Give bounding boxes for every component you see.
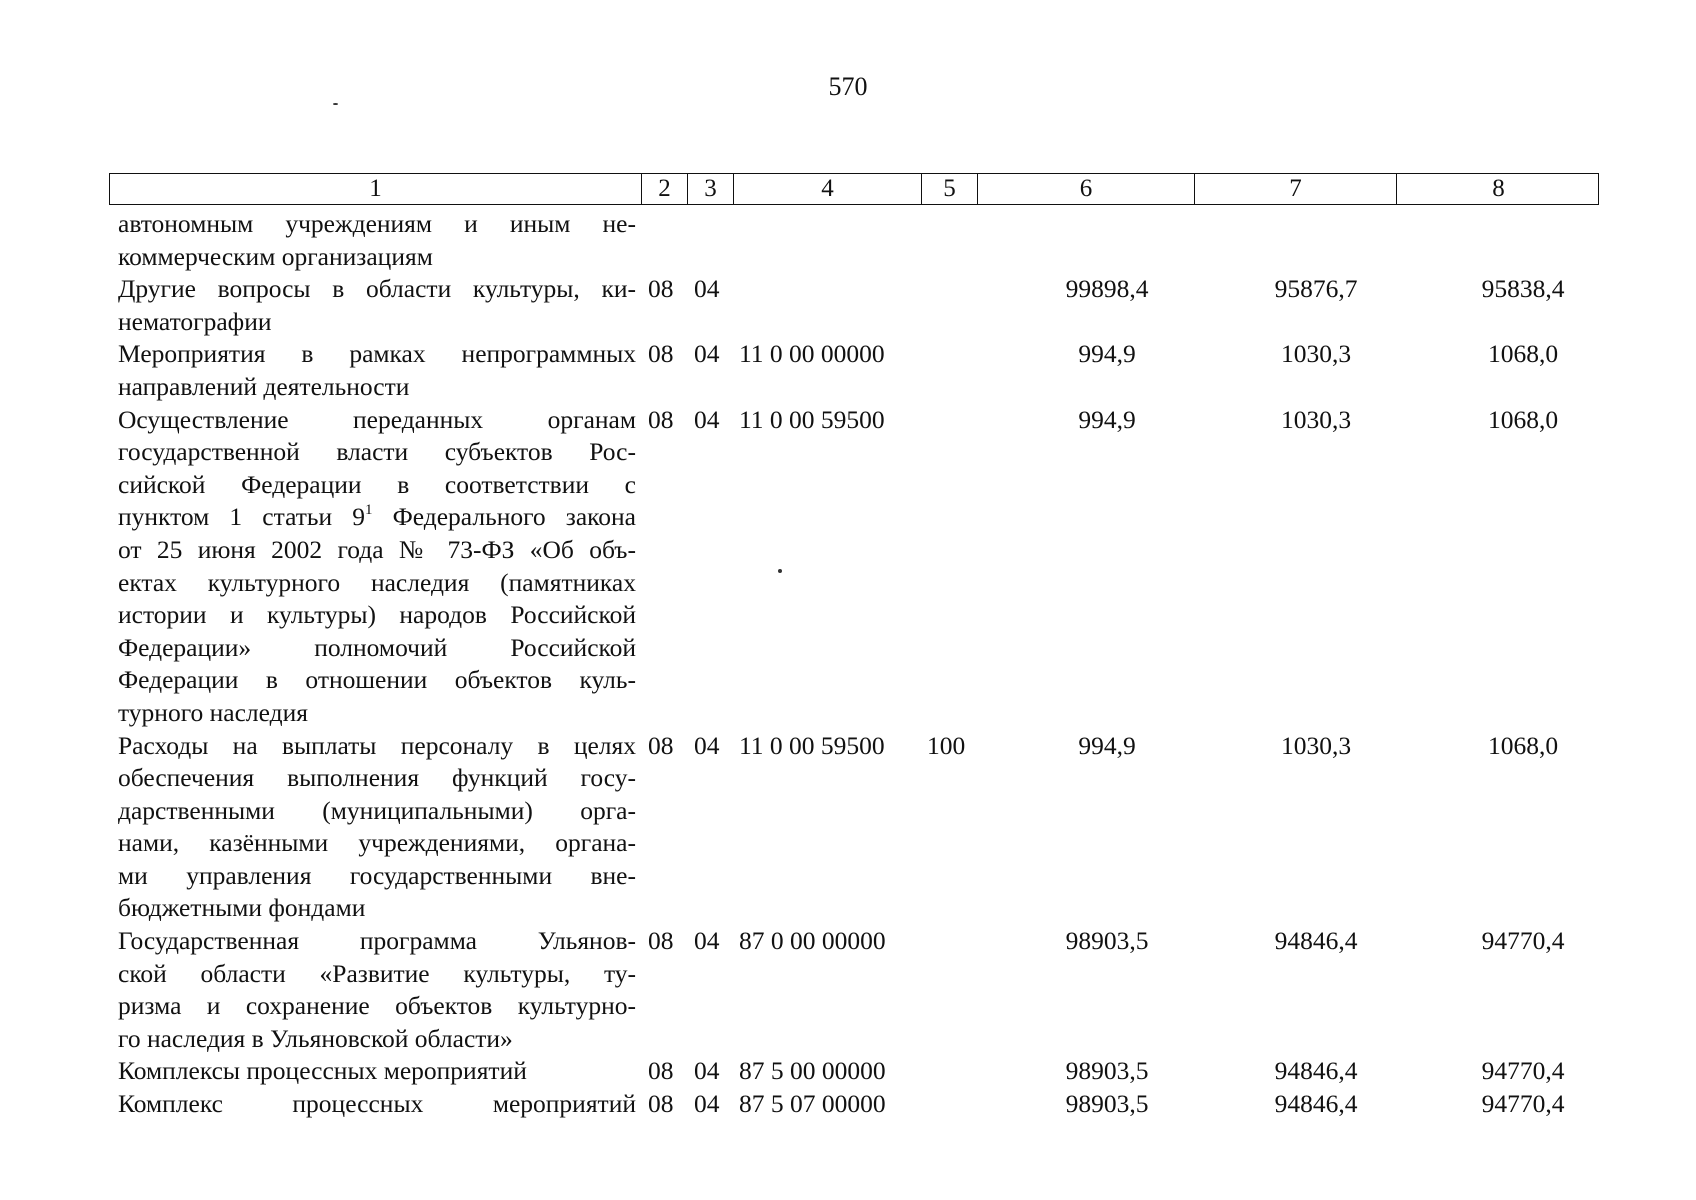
cell-year1: 994,9: [1078, 404, 1136, 434]
cell-podrazdel: 04: [694, 339, 720, 369]
row-description: [109, 273, 636, 338]
description-line-with-superscript: [118, 501, 636, 534]
description-fragment: Федерального закона: [372, 502, 636, 532]
cell-podrazdel: 04: [694, 274, 720, 304]
cell-csr: 87 0 00 00000: [739, 926, 886, 956]
description-line: дарственными (муниципальными) орга-: [118, 795, 636, 825]
cell-year1: 994,9: [1078, 339, 1136, 369]
cell-podrazdel: 04: [694, 404, 720, 434]
cell-podrazdel: 04: [694, 1056, 720, 1086]
header-col-2: 2: [641, 174, 687, 204]
row-description: [109, 925, 636, 1055]
row-description: [109, 338, 636, 403]
cell-csr: 11 0 00 59500: [739, 404, 885, 434]
description-line: от 25 июня 2002 года № 73-ФЗ «Об объ-: [118, 534, 636, 564]
description-line: Другие вопросы в области культуры, ки-: [118, 274, 636, 304]
table-body: [109, 208, 1599, 1121]
cell-year2: 1030,3: [1280, 404, 1352, 434]
cell-razdel: 08: [648, 1056, 674, 1086]
cell-year2: 95876,7: [1274, 274, 1358, 304]
description-line: ектах культурного наследия (памятниках: [118, 567, 636, 597]
cell-year3: 1068,0: [1487, 339, 1559, 369]
cell-year3: 95838,4: [1481, 274, 1565, 304]
description-line: го наследия в Ульяновской области»: [118, 1023, 513, 1053]
cell-razdel: 08: [648, 926, 674, 956]
description-line: Комплекс процессных мероприятий: [118, 1089, 636, 1119]
table-row: [109, 208, 1599, 273]
description-line: обеспечения выполнения функций госу-: [118, 763, 636, 793]
cell-year1: 994,9: [1078, 730, 1136, 760]
description-line: Комплексы процессных мероприятий: [118, 1056, 527, 1086]
row-description: [109, 730, 636, 926]
description-line: нами, казёнными учреждениями, органа-: [118, 828, 636, 858]
cell-year1: 98903,5: [1065, 926, 1149, 956]
cell-podrazdel: 04: [694, 730, 720, 760]
cell-year2: 1030,3: [1280, 730, 1352, 760]
cell-csr: 87 5 07 00000: [739, 1089, 886, 1119]
cell-razdel: 08: [648, 274, 674, 304]
row-description: [109, 1088, 636, 1121]
cell-podrazdel: 04: [694, 1089, 720, 1119]
cell-razdel: 08: [648, 730, 674, 760]
description-line: направлений деятельности: [118, 371, 410, 401]
table-row: [109, 730, 1599, 926]
header-col-1: 1: [369, 175, 382, 202]
cell-podrazdel: 04: [694, 926, 720, 956]
description-line: истории и культуры) народов Российской: [118, 600, 636, 630]
cell-csr: 87 5 00 00000: [739, 1056, 886, 1086]
description-line: автономным учреждениям и иным не-: [118, 209, 636, 238]
cell-vr: 100: [927, 730, 966, 760]
description-line: коммерческим организациям: [118, 241, 433, 271]
cell-year2: 94846,4: [1274, 926, 1358, 956]
header-col-4: 4: [733, 174, 921, 204]
header-col-8: 8: [1396, 174, 1600, 204]
description-line: Расходы на выплаты персоналу в целях: [118, 730, 636, 760]
description-line: ми управления государственными вне-: [118, 860, 636, 890]
scan-speck: [333, 103, 338, 105]
description-line: сийской Федерации в соответствии с: [118, 469, 636, 499]
description-line: турного наследия: [118, 697, 308, 727]
cell-year3: 94770,4: [1481, 926, 1565, 956]
description-line: нематографии: [118, 306, 272, 336]
cell-year3: 1068,0: [1487, 404, 1559, 434]
superscript: 1: [365, 501, 373, 518]
table-row: [109, 273, 1599, 338]
cell-year3: 1068,0: [1487, 730, 1559, 760]
table-row: [109, 1055, 1599, 1088]
description-line: Мероприятия в рамках непрограммных: [118, 339, 636, 369]
header-col-3: 3: [687, 174, 733, 204]
cell-razdel: 08: [648, 339, 674, 369]
cell-year2: 1030,3: [1280, 339, 1352, 369]
cell-year3: 94770,4: [1481, 1089, 1565, 1119]
description-line: Федерации в отношении объектов куль-: [118, 665, 636, 695]
description-line: ской области «Развитие культуры, ту-: [118, 958, 636, 988]
header-col-6: 6: [977, 174, 1194, 204]
cell-razdel: 08: [648, 404, 674, 434]
cell-year3: 94770,4: [1481, 1056, 1565, 1086]
description-line: Государственная программа Ульянов-: [118, 926, 636, 956]
cell-csr: 11 0 00 00000: [739, 339, 885, 369]
description-line: Федерации» полномочий Российской: [118, 632, 636, 662]
cell-year1: 98903,5: [1065, 1089, 1149, 1119]
cell-csr: 11 0 00 59500: [739, 730, 885, 760]
cell-year2: 94846,4: [1274, 1056, 1358, 1086]
cell-razdel: 08: [648, 1089, 674, 1119]
row-description: [109, 208, 636, 273]
table-row: [109, 925, 1599, 1055]
description-line: бюджетными фондами: [118, 893, 366, 923]
description-fragment: пунктом 1 статьи 9: [118, 502, 366, 532]
header-col-7: 7: [1194, 174, 1396, 204]
description-line: государственной власти субъектов Рос-: [118, 437, 636, 467]
row-description: [109, 404, 636, 730]
header-col-5: 5: [921, 174, 977, 204]
table-header: [109, 173, 1599, 205]
table-row: [109, 1088, 1599, 1121]
description-line: Осуществление переданных органам: [118, 404, 636, 434]
page-number: 570: [828, 72, 868, 101]
description-line: ризма и сохранение объектов культурно-: [118, 991, 636, 1021]
cell-year2: 94846,4: [1274, 1089, 1358, 1119]
cell-year1: 99898,4: [1065, 274, 1149, 304]
row-description: [109, 1055, 636, 1088]
table-row: [109, 404, 1599, 730]
table-row: [109, 338, 1599, 403]
cell-year1: 98903,5: [1065, 1056, 1149, 1086]
